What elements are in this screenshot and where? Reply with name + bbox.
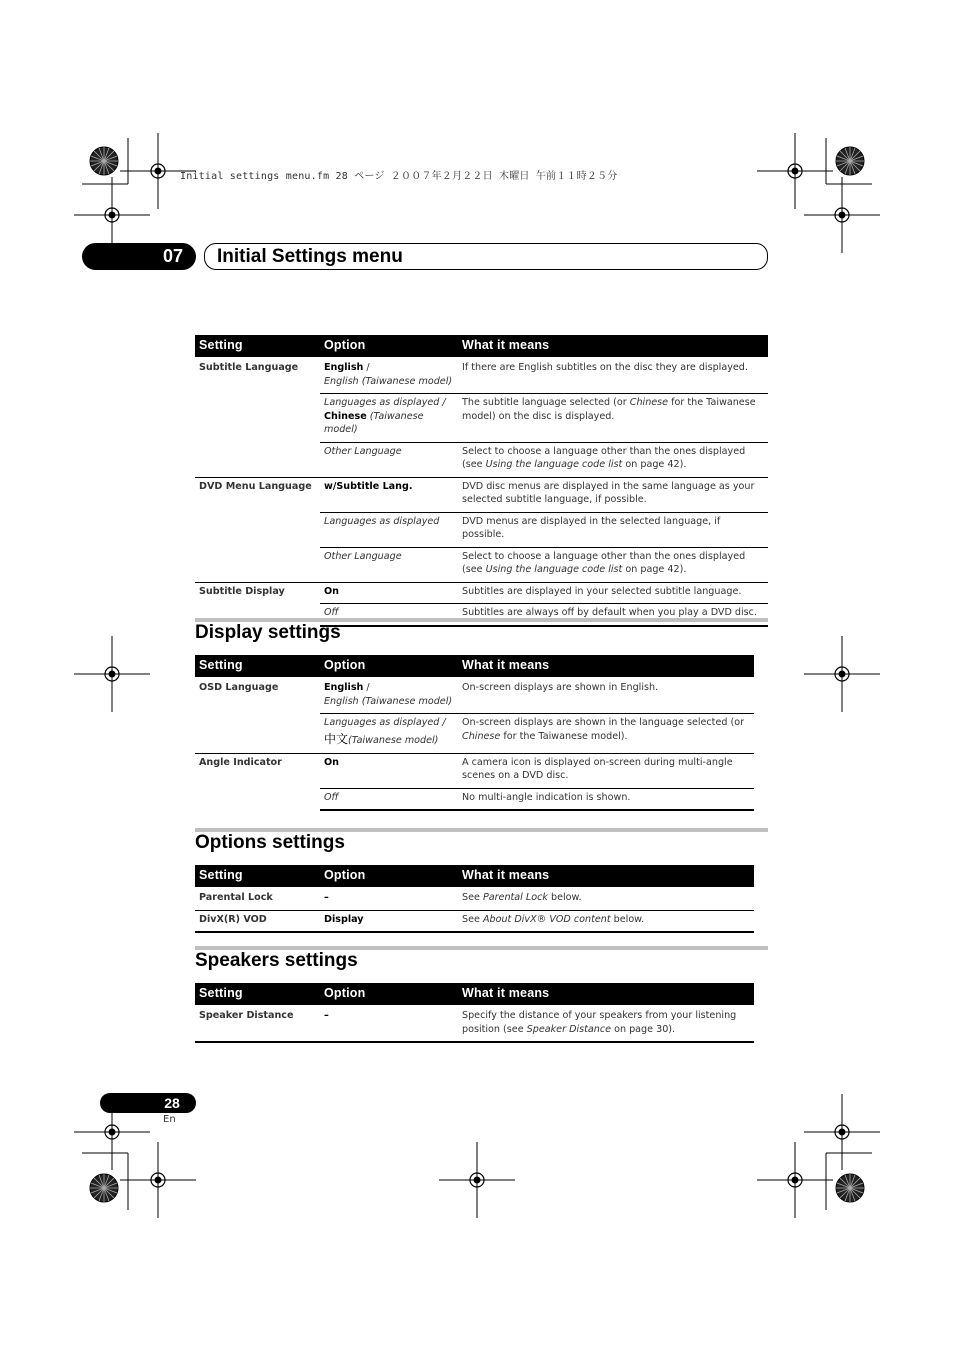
section-title-display: Display settings (195, 622, 341, 643)
meaning-cell: DVD menus are displayed in the selected language, if possible. (458, 512, 768, 547)
meaning-cell: Subtitles are always off by default when you play a DVD disc. (458, 604, 768, 626)
header-setting: Setting (195, 335, 320, 357)
options-settings-table (195, 865, 754, 933)
table-row (195, 753, 754, 788)
header-meaning: What it means (458, 983, 754, 1005)
option-cell: Off (320, 604, 458, 626)
print-file-header: Initial settings menu.fm 28 ページ ２００７年２月２２日 木曜日 午前１１時２５分 (180, 171, 618, 182)
setting-speaker-distance: Speaker Distance (195, 1005, 320, 1042)
page-language: En (163, 1114, 176, 1125)
meaning-cell: A camera icon is displayed on-screen during multi-angle scenes on a DVD disc. (458, 753, 754, 788)
header-option: Option (320, 655, 458, 677)
table-row (195, 582, 768, 604)
table-row (195, 357, 768, 394)
table-row (195, 887, 754, 910)
meaning-cell: Subtitles are displayed in your selected subtitle language. (458, 582, 768, 604)
header-setting: Setting (195, 655, 320, 677)
option-cell: – (320, 1005, 458, 1042)
option-cell: Other Language (320, 442, 458, 477)
header-option: Option (320, 865, 458, 887)
option-cell: On (320, 582, 458, 604)
section-title-speakers: Speakers settings (195, 950, 358, 971)
setting-angle-indicator: Angle Indicator (195, 753, 320, 810)
chapter-title: Initial Settings menu (217, 246, 403, 267)
option-cell: Languages as displayed / 中文(Taiwanese model) (320, 714, 458, 754)
header-meaning: What it means (458, 335, 768, 357)
option-cell: Other Language (320, 547, 458, 582)
meaning-cell: If there are English subtitles on the disc they are displayed. (462, 362, 748, 373)
table-row (195, 1005, 754, 1042)
header-option: Option (320, 983, 458, 1005)
setting-parental-lock: Parental Lock (199, 892, 273, 903)
meaning-cell: DVD disc menus are displayed in the same language as your selected subtitle language, if possible. (458, 477, 768, 512)
header-setting: Setting (195, 983, 320, 1005)
option-cell: Off (320, 788, 458, 810)
table-header-row (195, 983, 754, 1005)
option-cell: Display (320, 910, 458, 932)
header-meaning: What it means (458, 865, 754, 887)
meaning-cell: On-screen displays are shown in English. (462, 682, 659, 693)
setting-subtitle-language: Subtitle Language (199, 362, 299, 373)
speakers-settings-table (195, 983, 754, 1043)
meaning-cell: Select to choose a language other than the ones displayed (see Using the language code list on page 42). (458, 547, 768, 582)
header-option: Option (320, 335, 458, 357)
option-cell: English / English (Taiwanese model) (324, 362, 453, 387)
option-cell: English / English (Taiwanese model) (324, 682, 453, 707)
meaning-cell: The subtitle language selected (or Chinese for the Taiwanese model) on the disc is displayed. (458, 394, 768, 443)
meaning-cell: See About DivX® VOD content below. (458, 910, 754, 932)
meaning-cell: No multi-angle indication is shown. (458, 788, 754, 810)
header-meaning: What it means (458, 655, 754, 677)
table-header-row (195, 865, 754, 887)
table-header-row (195, 335, 768, 357)
section-title-options: Options settings (195, 832, 345, 853)
meaning-cell: See Parental Lock below. (462, 892, 582, 903)
option-cell: Languages as displayed (320, 512, 458, 547)
setting-subtitle-display: Subtitle Display (195, 582, 320, 626)
meaning-cell: Specify the distance of your speakers from your listening position (see Speaker Distance on page 30). (458, 1005, 754, 1042)
display-settings-table (195, 655, 754, 811)
table-row (195, 677, 754, 714)
option-cell: Languages as displayed / Chinese (Taiwanese model) (320, 394, 458, 443)
setting-osd-language: OSD Language (199, 682, 279, 693)
meaning-cell: Select to choose a language other than the ones displayed (see Using the language code list on page 42). (458, 442, 768, 477)
meaning-cell: On-screen displays are shown in the language selected (or Chinese for the Taiwanese model). (458, 714, 754, 754)
table-row (195, 910, 754, 932)
page-number: 28 (164, 1095, 180, 1111)
option-cell: – (324, 892, 329, 903)
table-row (195, 477, 768, 512)
setting-divx-vod: DivX(R) VOD (195, 910, 320, 932)
setting-dvd-menu-language: DVD Menu Language (195, 477, 320, 582)
language-settings-table (195, 335, 768, 627)
option-cell: On (320, 753, 458, 788)
header-setting: Setting (195, 865, 320, 887)
option-cell: w/Subtitle Lang. (320, 477, 458, 512)
chapter-number: 07 (162, 246, 184, 266)
table-header-row (195, 655, 754, 677)
